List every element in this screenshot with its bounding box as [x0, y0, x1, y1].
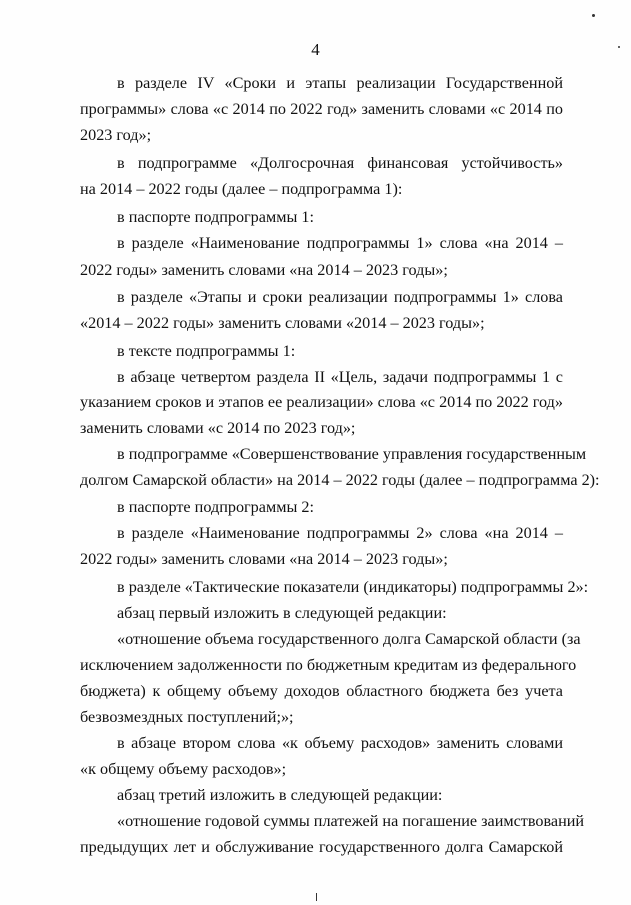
text-line: в абзаце втором слова «к объему расходов» заменить словами [117, 734, 563, 752]
text-line: 2023 год»; [80, 126, 152, 144]
text-line: абзац первый изложить в следующей редакции: [117, 604, 447, 622]
text-line: исключением задолженности по бюджетным кредитам из федерального [80, 656, 577, 674]
text-line: долгом Самарской области» на 2014 – 2022 годы (далее – подпрограмма 2): [80, 471, 600, 489]
text-line: в абзаце четвертом раздела II «Цель, задачи подпрограммы 1 с [117, 368, 563, 386]
text-line: в подпрограмме «Совершенствование управления государственным [117, 445, 587, 463]
text-line: бюджета) к общему объему доходов областного бюджета без учета [80, 682, 563, 700]
text-line: в разделе «Тактические показатели (индикаторы) подпрограммы 2»: [117, 578, 589, 596]
page-number: 4 [311, 40, 320, 59]
text-line: «к общему объему расходов»; [80, 760, 287, 778]
text-line: 2022 годы» заменить словами «на 2014 – 2023 годы»; [80, 550, 448, 568]
text-line: в паспорте подпрограммы 2: [117, 498, 314, 516]
text-line: на 2014 – 2022 годы (далее – подпрограмма 1): [80, 180, 403, 198]
scan-speck [316, 893, 317, 901]
scan-speck [592, 14, 595, 17]
text-line: в разделе «Наименование подпрограммы 1» слова «на 2014 – [117, 234, 563, 252]
text-line: безвозмездных поступлений;»; [80, 708, 294, 726]
text-line: абзац третий изложить в следующей редакции: [117, 786, 443, 804]
text-line: заменить словами «с 2014 по 2023 год»; [80, 419, 356, 437]
text-line: 2022 годы» заменить словами «на 2014 – 2023 годы»; [80, 261, 448, 279]
text-line: в разделе «Этапы и сроки реализации подпрограммы 1» слова [117, 288, 563, 306]
text-line: «отношение объема государственного долга Самарской области (за [117, 630, 581, 648]
text-line: указанием сроков и этапов ее реализации» слова «с 2014 по 2022 год» [80, 393, 563, 411]
text-line: предыдущих лет и обслуживание государственного долга Самарской [80, 838, 563, 856]
text-line: в подпрограмме «Долгосрочная финансовая устойчивость» [117, 154, 563, 172]
scan-speck [618, 46, 620, 48]
text-line: «2014 – 2022 годы» заменить словами «2014 – 2023 годы»; [80, 314, 485, 332]
text-line: в тексте подпрограммы 1: [117, 342, 296, 360]
text-line: в разделе «Наименование подпрограммы 2» слова «на 2014 – [117, 524, 563, 542]
text-line: в разделе IV «Сроки и этапы реализации Государственной [117, 74, 563, 92]
text-line: программы» слова «с 2014 по 2022 год» заменить словами «с 2014 по [80, 100, 563, 118]
text-line: «отношение годовой суммы платежей на погашение заимствований [117, 812, 585, 830]
text-line: в паспорте подпрограммы 1: [117, 208, 314, 226]
